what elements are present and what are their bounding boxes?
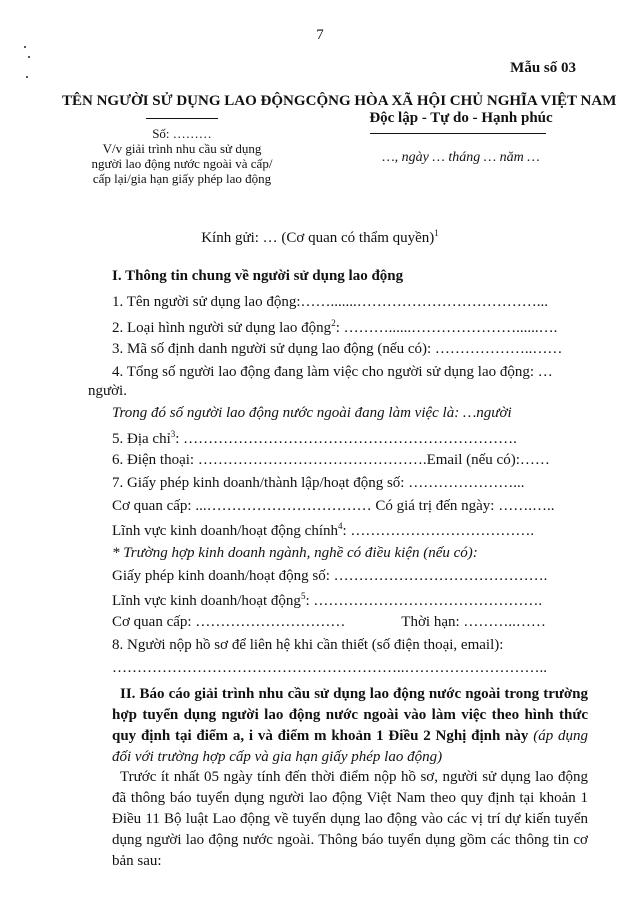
item-employer-name: 1. Tên người sử dụng lao động:…….......………………………………... [112,294,548,310]
motto-underline [370,133,546,134]
item-business-field-blank: : ………………………………. [342,523,535,539]
section-2-note: (áp dụng đối với trường hợp cấp và gia hạn giấy phép lao động) [112,728,589,765]
employer-title: TÊN NGƯỜI SỬ DỤNG LAO ĐỘNG [62,93,306,109]
item-total-workers-unit: người. [88,383,127,399]
addressee-text: Kính gửi: … (Cơ quan có thẩm quyền) [201,230,435,246]
section-2-title: II. Báo cáo giải trình nhu cầu sử dụng lao động nước ngoài trong trường hợp tuyển dụng người lao động nước ngoài vào làm việc theo hình thức quy định tại điểm a, i và điểm m khoản 1 Điều 2 Nghị định này [112,686,588,744]
page-number: 7 [316,27,324,43]
item-address-label: 5. Địa chỉ [112,431,171,447]
item-license: 7. Giấy phép kinh doanh/thành lập/hoạt động số: …………………... [112,475,525,491]
section-1-heading: I. Thông tin chung về người sử dụng lao động [112,268,404,284]
item-employer-type-label: 2. Loại hình người sử dụng lao động [112,320,332,336]
date-line: …, ngày … tháng … năm … [382,150,540,165]
item-license-agency: Cơ quan cấp: ...…………………………… Có giá trị đến ngày: …….….. [112,498,555,514]
subject-line-2: người lao động nước ngoài và cấp/ [91,156,273,171]
item-contact-blank: …………………………………………………..……………………….. [112,660,547,676]
item-address-blank: : …………………………………………………………. [175,431,517,447]
national-motto: Độc lập - Tự do - Hạnh phúc [369,110,553,126]
item-contact-person: 8. Người nộp hồ sơ để liên hệ khi cần thiết (số điện thoại, email): [112,637,504,653]
footnote-ref: 4 [338,521,343,531]
conditional-field-blank: : ………………………………………. [305,593,543,609]
document-number: Số: ……… [152,126,212,141]
scan-mark [26,76,28,78]
item-employer-type [112,318,557,337]
footnote-ref: 1 [434,228,439,238]
conditional-agency: Cơ quan cấp: ………………………… Thời hạn: ………..…… [112,614,546,630]
footnote-ref: 2 [331,318,336,328]
form-number: Mẫu số 03 [510,60,576,76]
scan-mark [28,56,30,58]
item-business-field-label: Lĩnh vực kinh doanh/hoạt động chính [112,523,339,539]
scan-mark [24,46,26,48]
conditional-business-note: * Trường hợp kinh doanh ngành, nghề có điều kiện (nếu có): [112,545,478,561]
item-phone-email: 6. Điện thoại: ……………………………………….Email (nếu có):…… [112,452,550,468]
section-2-heading [112,684,588,768]
footnote-ref: 5 [300,591,306,601]
item-total-workers: 4. Tổng số người lao động đang làm việc cho người sử dụng lao động: … [112,364,553,380]
subject-line-1: V/v giải trình nhu cầu sử dụng [102,141,262,156]
employer-reference [62,126,302,186]
nation-title: CỘNG HÒA XÃ HỘI CHỦ NGHĨA VIỆT NAM [305,93,617,109]
item-employer-type-blank: : ………......…………………......…. [335,320,558,336]
item-address [112,429,517,448]
addressee [0,228,640,247]
footnote-ref: 3 [170,429,176,439]
item-identifier: 3. Mã số định danh người sử dụng lao động (nếu có): ………………..…… [112,341,563,357]
subject-line-3: cấp lại/gia hạn giấy phép lao động [92,171,272,186]
item-foreign-workers: Trong đó số người lao động nước ngoài đang làm việc là: …người [112,405,512,421]
item-business-field [112,521,534,540]
conditional-field [112,591,542,610]
section-2-paragraph: Trước ít nhất 05 ngày tính đến thời điểm nộp hồ sơ, người sử dụng lao động đã thông báo tuyển dụng người lao động Việt Nam theo quy định tại khoản 1 Điều 11 Bộ luật Lao động về tuyển dụng lao động vào các vị trí dự kiến tuyển dụng người lao động nước ngoài. Thông báo tuyển dụng gồm các thông tin cơ bản sau: [112,769,588,869]
conditional-field-label: Lĩnh vực kinh doanh/hoạt động [112,593,301,609]
employer-title-underline [146,118,218,119]
conditional-license: Giấy phép kinh doanh/hoạt động số: ……………………………………. [112,568,548,584]
